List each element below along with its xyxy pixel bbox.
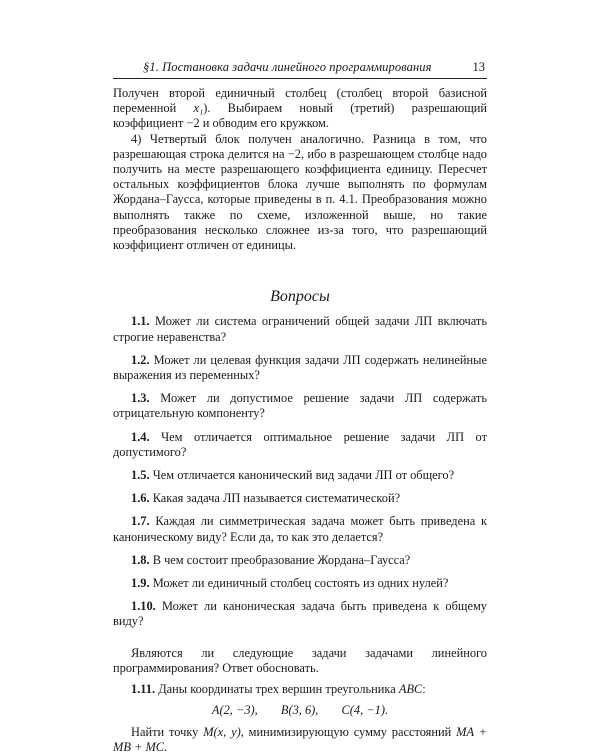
question-text: Какая задача ЛП называется систематической?: [152, 491, 401, 506]
question-number: 1.6.: [131, 491, 150, 506]
question-1-6: [113, 491, 487, 506]
vertex-c: C(4, −1).: [341, 703, 389, 718]
question-1-3: [113, 391, 487, 421]
question-number: 1.3.: [131, 391, 150, 406]
vertices-formula: [113, 703, 487, 718]
question-1-1: [113, 314, 487, 344]
question-text: Чем отличается оптимальное решение задачи ЛП от допустимого?: [113, 429, 487, 459]
question-1-8: [113, 553, 487, 568]
running-header: [113, 60, 487, 79]
question-text: Каждая ли симметрическая задача может быть приведена к каноническому виду? Если да, то как это делается?: [113, 514, 487, 544]
variable-x1: x₁: [193, 101, 204, 116]
point-m: M(x, y): [203, 724, 241, 739]
question-1-4: [113, 430, 487, 460]
page-number: 13: [472, 60, 485, 74]
question-text: Может ли каноническая задача быть приведена к общему виду?: [113, 599, 488, 629]
paragraph-1-text-a: Получен второй единичный столбец (столбец второй базисной переменной: [113, 86, 487, 116]
task-1-11-goal: [113, 725, 487, 755]
question-text: Может ли система ограничений общей задачи ЛП включать строгие неравенства?: [113, 314, 487, 344]
question-text: Может ли единичный столбец состоять из одних нулей?: [152, 576, 449, 591]
question-text: Может ли допустимое решение задачи ЛП содержать отрицательную компоненту?: [113, 391, 487, 421]
page-content: [113, 86, 487, 755]
question-1-7: [113, 514, 487, 544]
questions-list: [113, 314, 487, 629]
question-number: 1.4.: [131, 429, 150, 444]
question-number: 1.7.: [131, 514, 150, 529]
question-1-10: [113, 599, 487, 629]
questions-heading: Вопросы: [270, 288, 330, 306]
triangle-abc: ABC: [398, 682, 423, 697]
paragraph-1: [113, 86, 487, 132]
paragraph-1-text-b: ). Выбираем новый (третий) разрешающий коэффициент −2 и обводим его кружком.: [113, 101, 487, 131]
question-text: Может ли целевая функция задачи ЛП содержать нелинейные выражения из переменных?: [113, 352, 487, 383]
question-number: 1.8.: [131, 552, 150, 567]
vertex-b: B(3, 6),: [280, 703, 319, 718]
task-text-b: :: [422, 682, 426, 697]
task-number: 1.11.: [131, 682, 156, 697]
task-text-a: Даны координаты трех вершин треугольника: [158, 682, 399, 697]
goal-text-end: .: [164, 739, 168, 754]
goal-text-a: Найти точку: [131, 724, 204, 739]
question-text: Чем отличается канонический вид задачи ЛП от общего?: [152, 468, 455, 483]
goal-text-b: , минимизирующую сумму расстояний: [240, 724, 457, 739]
question-text: В чем состоит преобразование Жордана–Гаусса?: [152, 552, 411, 567]
tasks-intro: Являются ли следующие задачи задачами линейного программирования? Ответ обосновать.: [113, 645, 487, 675]
question-1-5: [113, 468, 487, 483]
task-1-11: [113, 682, 487, 697]
question-number: 1.9.: [131, 576, 150, 591]
question-number: 1.2.: [131, 352, 150, 367]
paragraph-2: 4) Четвертый блок получен аналогично. Разница в том, что разрешающая строка делится на −2, ибо в разрешающем столбце надо получить на месте разрешающего коэффициента единицу. Пересчет остальных коэффициентов блока лучше выполнять по формулам Жордана–Гаусса, которые приведены в п. 4.1. Преобразования можно выполнять также по схеме, изложенной выше, но такие преобразования несколько сложнее из-за того, что разрешающий коэффициент отличен от единицы.: [113, 131, 487, 253]
running-title: §1. Постановка задачи линейного программирования: [143, 60, 432, 74]
vertex-a: A(2, −3),: [211, 703, 258, 718]
question-1-2: [113, 353, 487, 383]
question-number: 1.5.: [131, 468, 150, 483]
question-number: 1.1.: [131, 314, 150, 329]
question-1-9: [113, 576, 487, 591]
question-number: 1.10.: [131, 599, 156, 614]
distance-sum: MA + MB + MC: [113, 724, 487, 754]
